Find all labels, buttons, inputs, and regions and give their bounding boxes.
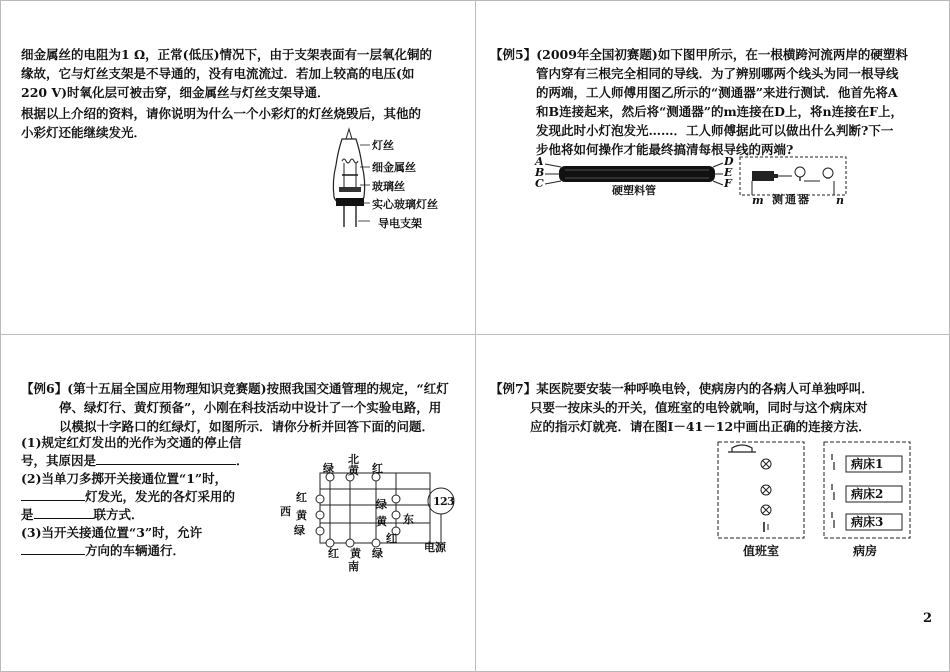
top-light-yellow: 黄 [348,464,359,477]
bottom-light-red: 红 [328,547,339,560]
duty-room-box [718,440,808,540]
ward-label: 病房 [853,544,878,558]
west-light-yellow: 黄 [296,509,307,522]
pipe-end-C: C [535,177,544,190]
q6-s1-text: 号，其原因是 [21,453,97,468]
pipe-end-B: B [535,166,545,179]
q6-s2-text-a: 是 [21,507,34,522]
top-light-red: 红 [372,462,383,475]
q1-line: 小彩灯还能继续发光． [21,125,147,140]
lamp-label-fine-wire: 细金属丝 [372,161,416,174]
lamp-label-filament: 灯丝 [372,139,394,152]
switch-pos-1: 1 [433,495,441,508]
answer-blank-1[interactable] [96,452,236,465]
q6-s3-text: 方向的车辆通行． [85,543,186,558]
bed-1: 病床1 [851,457,884,471]
east-light-red: 红 [386,532,397,545]
q6-s2-line2 [21,488,281,506]
switch-pos-2: 2 [440,495,448,508]
q7-line: 应的指示灯就亮．请在图Ⅰ－41－12中画出正确的连接方法． [530,419,871,434]
q6-s2-line3 [21,506,281,524]
pipe-end-E: E [724,166,733,179]
q6-s1-line: (1)规定红灯发出的光作为交通的停止信 [21,435,242,450]
vertical-divider [475,0,476,672]
q5-line: 步他将如何操作才能最终搞清每根导线的两端? [536,142,794,157]
power-label: 电源 [424,541,446,554]
lamp-label-support: 导电支架 [378,217,422,230]
lamp-figure [320,125,380,235]
q6-s3-line2 [21,542,281,560]
east-light-green: 绿 [376,498,387,511]
pipe-end-A: A [535,155,544,168]
q5-line: 和B连接起来，然后将“测通器”的m连接在D上，将n连接在F上， [536,104,903,119]
q1-line: 细金属丝的电阻为1 Ω，正常(低压)情况下，由于支架表面有一层氧化铜的 [21,47,433,62]
q6-line: (第十五届全国应用物理知识竞赛题)按照我国交通管理的规定，“红灯 [67,381,449,396]
q5-line: 发现此时小灯泡发光……．工人师傅据此可以做出什么判断?下一 [536,123,894,138]
bottom-light-yellow: 黄 [350,547,361,560]
q1-text [21,45,461,142]
q5-text [490,45,930,159]
q6-line: 以模拟十字路口的红绿灯，如图所示．请你分析并回答下面的问题． [59,419,435,434]
q6-line1 [21,379,471,398]
q7-line: 某医院要安装一种呼唤电铃，使病房内的各病人可单独呼叫． [536,381,874,396]
bottom-light-green: 绿 [372,547,383,560]
q7-line: 只要一按床头的开关，值班室的电铃就响，同时与这个病床对 [530,400,868,415]
q7-text [490,379,930,436]
switch-pos-3: 3 [447,495,455,508]
q6-s3-line: (3)当开关接通位置“3”时，允许 [21,525,203,540]
duty-room-label: 值班室 [743,544,780,558]
tester-n: n [836,194,844,207]
pipe-label: 硬塑料管 [612,184,656,197]
west-light-red: 红 [296,491,307,504]
q6-s2-text: 灯发光，发光的各灯采用的 [85,489,236,504]
dir-east: 东 [403,513,414,526]
q6-s2-line: (2)当单刀多掷开关接通位置“1”时， [21,471,228,486]
answer-blank-2[interactable] [21,488,85,501]
bed-2: 病床2 [851,487,884,501]
dir-west: 西 [280,505,291,518]
q5-tag: 【例5】 [490,47,537,62]
west-light-green: 绿 [294,524,305,537]
tester-m: m [752,194,764,207]
q6-s1-line2: 号，其原因是 ． [21,453,249,468]
q6-line: 停、绿灯行、黄灯预备”，小刚在科技活动中设计了一个实验电路，用 [59,400,442,415]
q6-tag: 【例6】 [21,381,68,396]
horizontal-divider [0,334,950,335]
q7-tag: 【例7】 [490,381,537,396]
bed-3: 病床3 [851,515,884,529]
q6-s2-text-b: 联方式． [93,507,144,522]
q1-line: 根据以上介绍的资料，请你说明为什么一个小彩灯的灯丝烧毁后，其他的 [21,106,422,121]
answer-blank-4[interactable] [21,542,85,555]
q6-intro [21,379,471,436]
answer-blank-3[interactable] [34,506,94,519]
dir-south: 南 [348,560,359,573]
top-light-green: 绿 [323,462,334,475]
pipe-end-F: F [724,177,732,190]
page-number: 2 [922,611,932,626]
q6-subquestions [21,434,281,560]
lamp-label-solid-glass: 实心玻璃灯丝 [372,198,438,211]
pipe-end-D: D [724,155,734,168]
east-light-yellow: 黄 [376,515,387,528]
lamp-label-glass-wire: 玻璃丝 [372,180,405,193]
q1-line: 缘故，它与灯丝支架是不导通的，没有电流流过．若加上较高的电压(如 [21,66,415,81]
q7-line1 [490,379,930,398]
q5-line: 的两端，工人师傅用图乙所示的“测通器”来进行测试．他首先将A [536,85,898,100]
q5-line: 管内穿有三根完全相同的导线．为了辨别哪两个线头为同一根导线 [536,66,899,81]
q5-line: (2009年全国初赛题)如下图甲所示，在一根横跨河流两岸的硬塑料 [536,47,908,62]
tester-label: 测通器 [772,193,811,206]
q1-line: 220 V)时氧化层可被击穿，细金属丝与灯丝支架导通． [21,85,330,100]
dir-north: 北 [348,453,359,466]
q5-line1 [490,45,930,64]
